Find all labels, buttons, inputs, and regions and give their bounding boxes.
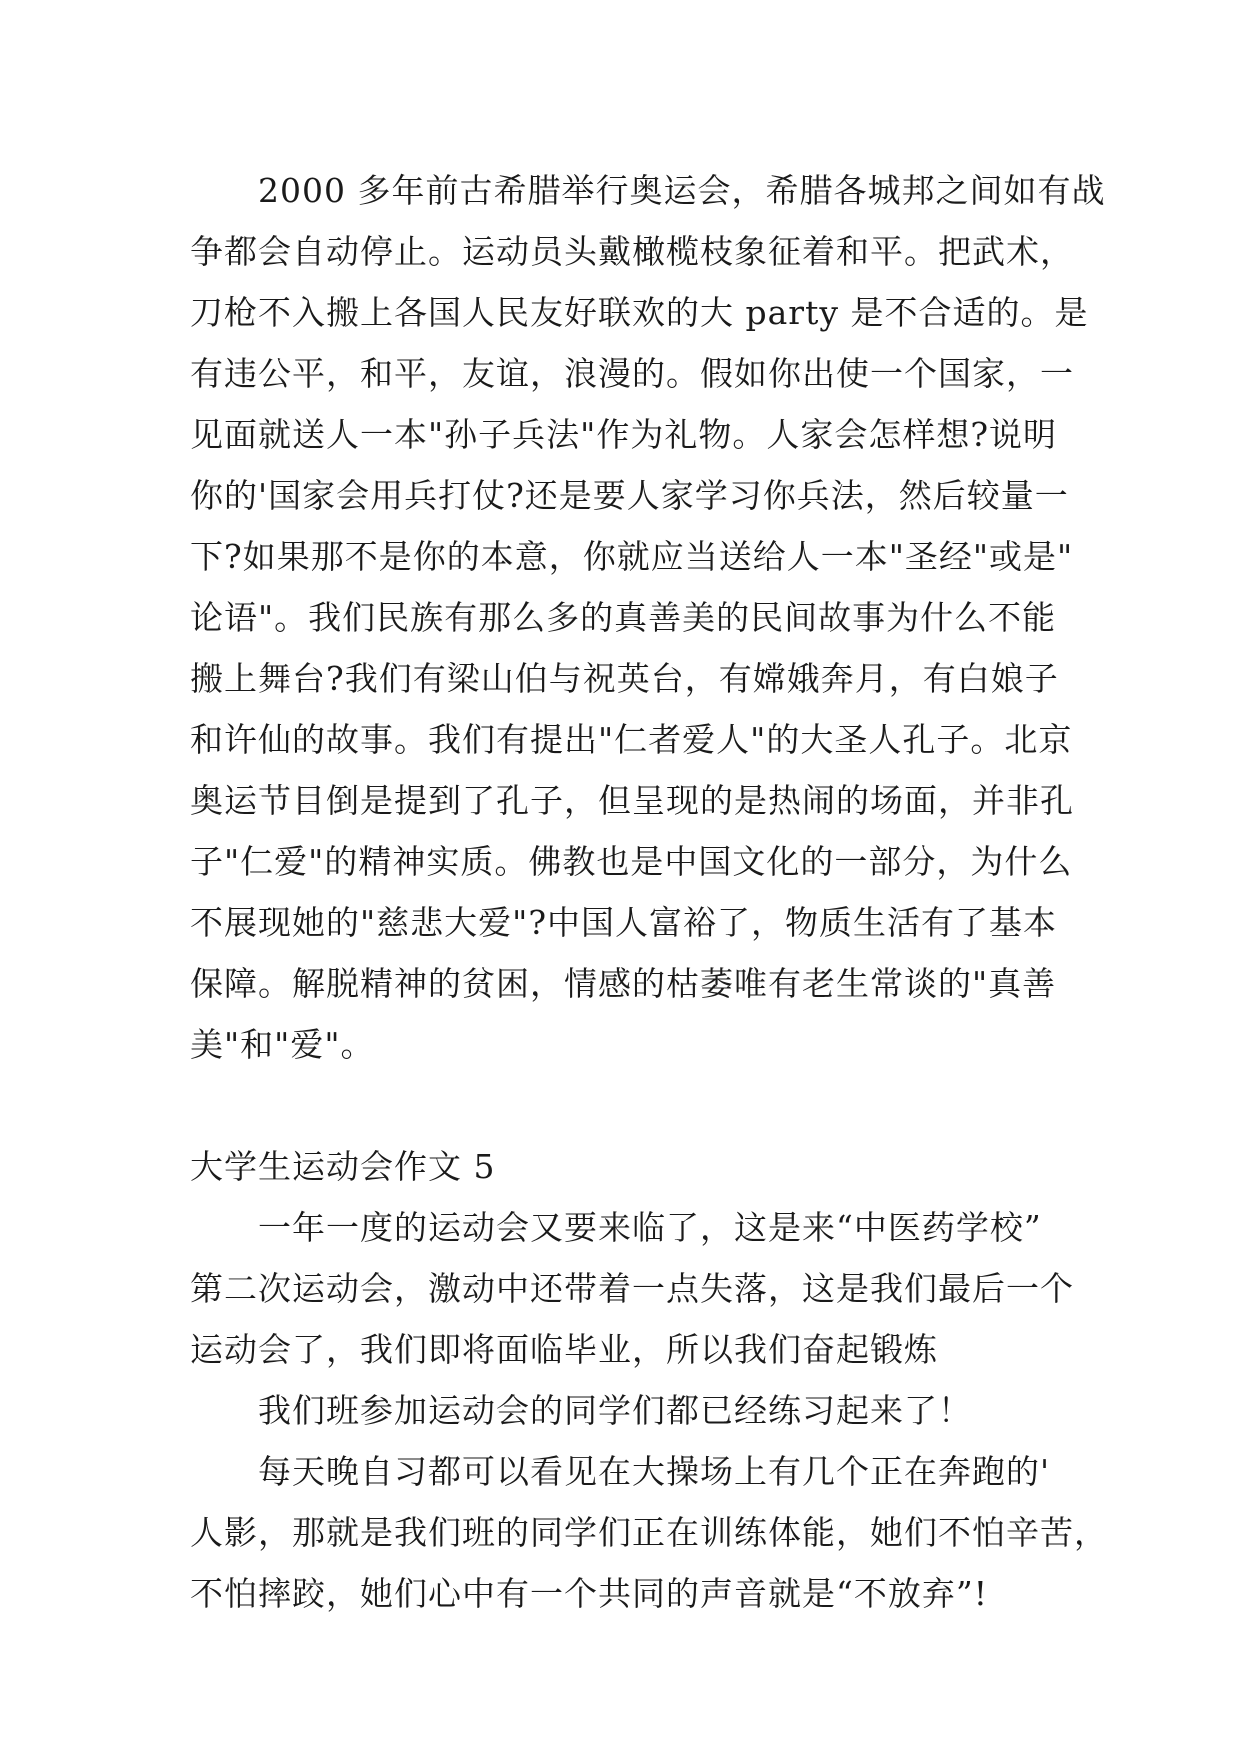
paragraph-olympics	[190, 160, 1106, 1075]
text-line: 不展现她的"慈悲大爱"?中国人富裕了，物质生活有了基本	[190, 903, 1058, 942]
text-line: 搬上舞台?我们有梁山伯与祝英台，有嫦娥奔月，有白娘子	[190, 659, 1059, 698]
text-line: 你的'国家会用兵打仗?还是要人家学习你兵法，然后较量一	[190, 476, 1069, 515]
paragraph-sports-meet-intro	[190, 1197, 1074, 1380]
text-line: 有违公平，和平，友谊，浪漫的。假如你出使一个国家，一	[190, 354, 1074, 393]
text-line: 论语"。我们民族有那么多的真善美的民间故事为什么不能	[190, 598, 1057, 637]
text-line: 保障。解脱精神的贫困，情感的枯萎唯有老生常谈的"真善	[190, 964, 1057, 1003]
text-line: 不怕摔跤，她们心中有一个共同的声音就是“不放弃”!	[190, 1574, 989, 1613]
text-line: 一年一度的运动会又要来临了，这是来“中医药学校”	[190, 1208, 1042, 1247]
text-line: 见面就送人一本"孙子兵法"作为礼物。人家会怎样想?说明	[190, 415, 1058, 454]
text-line: 下?如果那不是你的本意，你就应当送给人一本"圣经"或是"	[190, 537, 1074, 576]
text-line: 运动会了，我们即将面临毕业，所以我们奋起锻炼	[190, 1330, 938, 1369]
text-line: 刀枪不入搬上各国人民友好联欢的大 party 是不合适的。是	[190, 293, 1089, 332]
text-line: 奥运节目倒是提到了孔子，但呈现的是热闹的场面，并非孔	[190, 781, 1074, 820]
text-line: 和许仙的故事。我们有提出"仁者爱人"的大圣人孔子。北京	[190, 720, 1073, 759]
document-body	[190, 160, 1108, 1624]
text-line: 人影，那就是我们班的同学们正在训练体能，她们不怕辛苦，	[190, 1513, 1108, 1552]
blank-line	[190, 1075, 1060, 1136]
section-title: 大学生运动会作文 5	[190, 1147, 496, 1186]
text-line: 第二次运动会，激动中还带着一点失落，这是我们最后一个	[190, 1269, 1074, 1308]
text-line: 每天晚自习都可以看见在大操场上有几个正在奔跑的'	[190, 1452, 1051, 1491]
text-line: 子"仁爱"的精神实质。佛教也是中国文化的一部分，为什么	[190, 842, 1073, 881]
text-line: 争都会自动停止。运动员头戴橄榄枝象征着和平。把武术，	[190, 232, 1074, 271]
paragraph-evening-training	[190, 1441, 1108, 1624]
text-line: 美"和"爱"。	[190, 1025, 375, 1064]
text-line: 2000 多年前古希腊举行奥运会，希腊各城邦之间如有战	[190, 171, 1106, 210]
text-line: 我们班参加运动会的同学们都已经练习起来了！	[190, 1391, 972, 1430]
paragraph-class-practice	[190, 1380, 1060, 1441]
